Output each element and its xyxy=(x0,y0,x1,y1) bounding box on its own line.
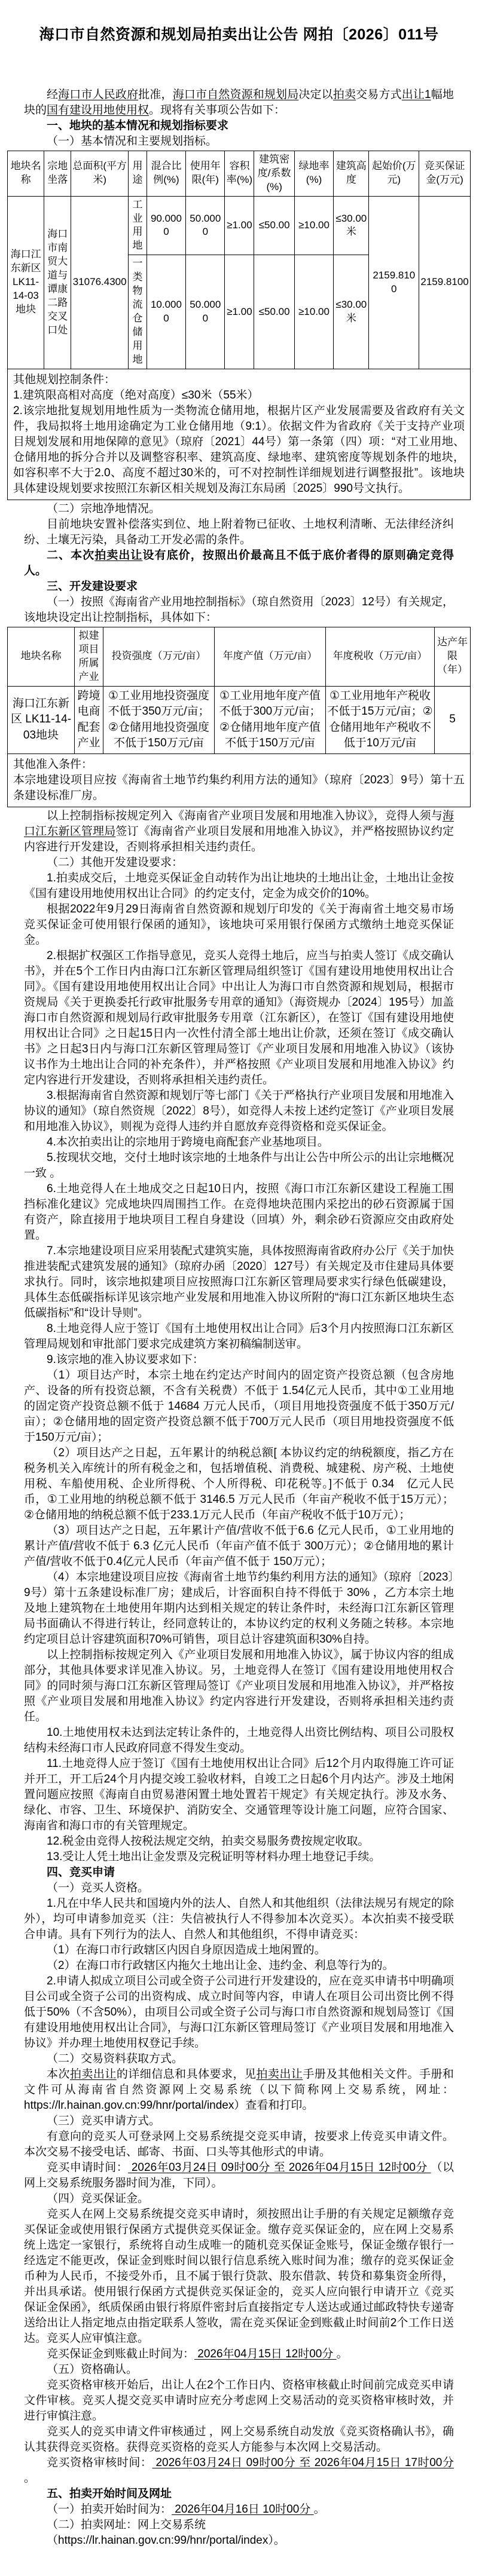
paragraph: 10.土地使用权未达到法定转让条件的，土地竞得人出资比例结构、项目公司股权结构未经海口市人民政府同意不得发生变动。 xyxy=(24,1726,454,1754)
use-cell: 工业用地 xyxy=(129,196,147,255)
paragraph: 竞买人的竞买申请文件审核通过 ，网上交易系统自动发放《竞买资格确认书》，确认其获得竞买资格。获得竞买资格的竞买人方能参与本次网上交易活动。 xyxy=(24,2425,454,2454)
col-header-deposit: 竞买保证金(万元) xyxy=(419,151,471,196)
paragraph: 5.按现状交地，交付土地时该宗地的土地条件与出让公告中所公示的出让宗地概况一致 。 xyxy=(24,1151,454,1180)
mix-ratio-cell: 10.0000 xyxy=(147,255,185,369)
flow-a xyxy=(24,87,454,149)
bid-application-time: 竞买申请时间： 2026年03月24日 09时00分 至 2026年04月15日 12时00分 （以网上交易系统服务器时间为准，下同）。 xyxy=(24,2161,454,2189)
section-1-2-subheading: （二）宗地净地情况。 xyxy=(47,502,161,515)
col-header-height: 建筑高度 xyxy=(334,151,369,196)
section-1-1-subheading: （一）基本情况和主要规划指标。 xyxy=(47,134,218,148)
col-header-use: 用途 xyxy=(129,151,147,196)
plot-info-table xyxy=(7,151,471,500)
section-4-1-subheading: （一）竞买人资格。 xyxy=(47,1881,150,1894)
plot-name-cell: 海口江东新区LK11-14-03地块 xyxy=(8,196,44,369)
table-row xyxy=(8,196,471,255)
table-header-row xyxy=(8,627,471,686)
section-4-5-subheading: （五）资格确认。 xyxy=(47,2363,138,2376)
output-cell: ①工业用地年度产值不低于300万元/亩；②仓储用地年度产值不低于150万元/亩 xyxy=(215,686,326,753)
col-header-mix-ratio: 混合比例(%) xyxy=(147,151,185,196)
section-4-4-subheading: （四）竞买保证金。 xyxy=(47,2192,150,2205)
paragraph: 11.土地竞得人应于签订《国有土地使用权出让合同》后12个月内取得施工许可证并开工，开工后24个月内提交竣工验收材料，自竣工之日起6个月内达产。涉及土地闲置问题应按照《海南自由贸易港闲置土地处置若干规定》有关规定执行。涉及水务、绿化、市容、卫生、环境保护、消防安全、交通管理等设计施工问题，应符合国家、海南省和海口市的有关管理规定。 xyxy=(24,1757,454,1832)
section-2-heading: 二、本次拍卖出让设有底价，按照出价最高且不低于底价者得的原则确定竞得人。 xyxy=(24,549,454,577)
other-entry-conditions xyxy=(8,753,471,807)
other-planning-conditions-title: 其他规划控制条件： xyxy=(13,373,116,386)
paragraph: 12.税金由竞得人按税法规定交纳，拍卖交易服务费按规定收取。 xyxy=(47,1834,370,1848)
paragraph: （3）项目达产之日起，五年累计产值/营收不低于6.6 亿元人民币，①工业用地的累计产值/营收不低于 6.3 亿元人民币（年亩产值不低于 300万元）；②仓储用地的累计产值/营收不低于0.4亿元人民币（年亩产值不低于 150万元）； xyxy=(24,1524,454,1568)
paragraph: 9.该宗地的准入协议要求如下： xyxy=(47,1353,204,1366)
industry-cell: 跨境电商配套产业 xyxy=(75,686,103,753)
section-4-3-subheading: （三）竞买申请方式。 xyxy=(47,2114,161,2127)
paragraph: 2.申请人拟成立项目公司或全资子公司进行开发建设的，应在竞买申请书中明确项目公司或全资子公司的出资构成、成立时间等内容，申请人在项目公司出资比例不得低于50%（不含50%），由项目公司或全资子公司与海口市自然资源和规划局签订《国有建设用地使用权出让合同》，与海口江东新区管理局签订《产业项目发展和用地准入协议》并办理土地使用权登记手续。 xyxy=(24,1974,454,2050)
paragraph: 竞买人在网上交易系统提交竞买申请时，须按照出让手册的有关规定足额缴存竞买保证金或使用银行保函方式提供竞买保证金。缴存竞买保证金的，应在网上交易系统上选定一家银行，系统将自动生成唯一的随机竞买保证金账号，保证金缴存银行一经选定不能更改，保证金到账时间以银行信息系统入账时间为准；缴存的竞买保证金币种为人民币，不接受外币，且不属于银行贷款、股东借款、转贷和募集资金所得，并出具承诺。使用银行保函方式提供竞买保证金的，竞买人应向银行申请开立《竞买保证金保函》，纸质保函由银行将原件密封后直接指定专人送达或通过邮政特快专递寄送给出让人指定地点由指定联系人签收，需在竞买保证金到账截止时间前2个工作日送达。竞买人应审慎注意。 xyxy=(24,2207,454,2345)
plot-area-cell: 31076.4300 xyxy=(71,196,129,369)
years-cell: 5 xyxy=(435,686,471,753)
paragraph: （1）在海口市行政辖区内因自身原因造成土地闲置的。 xyxy=(47,1943,326,1956)
density-cell: ≤50.00 xyxy=(254,255,294,369)
height-cell: ≤30.00米 xyxy=(334,255,369,369)
page-title: 海口市自然资源和规划局拍卖出让公告 网拍〔2026〕011号 xyxy=(39,26,439,43)
section-3-2-subheading: （二）其他开发建设要求： xyxy=(47,856,184,869)
investment-cell: ①工业用地投资强度不低于350万元/亩；②仓储用地投资强度不低于150万元/亩 xyxy=(103,686,215,753)
section-3-1-subheading: （一）按照《海南省产业用地控制指标》（琼自然资用〔2023〕12号）有关规定，该地块设定出让控制指标，具体如下： xyxy=(24,595,454,624)
green-rate-cell: ≥10.00 xyxy=(294,196,333,255)
paragraph: 4.本次拍卖出让的宗地用于跨境电商配套产业基地项目。 xyxy=(47,1135,329,1148)
paragraph: 目前地块安置补偿落实到位、地上附着物已征收、土地权利清晰、无法律经济纠纷、土壤无污染，具备动工开发必需的条件。 xyxy=(24,517,454,546)
use-cell: 一类物流仓储用地 xyxy=(129,255,147,369)
green-rate-cell: ≥10.00 xyxy=(294,255,333,369)
col-header-plot-name: 地块名称 xyxy=(8,151,44,196)
col-header-years: 达产年限（年） xyxy=(435,627,471,686)
paragraph: 本次拍卖出让的详细信息和具体要求，见拍卖出让手册及其他相关文件。手册和文件可从海南省自然资源网上交易系统（以下简称网上交易系统，网址：https://lr.hainan.gov.cn:99/hnr/portal/index）查看和打印。 xyxy=(24,2067,454,2112)
auction-start-time: （一）拍卖开始时间为： 2026年04月16日 10时00分 。 xyxy=(47,2503,325,2516)
term-cell: 50.0000 xyxy=(186,255,225,369)
height-cell: ≤30.00米 xyxy=(334,196,369,255)
section-1-heading: 一、地块的基本情况和规划指标要求 xyxy=(47,119,229,132)
paragraph: 8.土地竞得人应于签订《国有土地使用权出让合同》后3个月内按照海口江东新区管理局规划和审批部门要求完成建筑方案初稿编制送审。 xyxy=(24,1322,454,1350)
qualification-review-time: 竞买资格审核时间： 2026年03月24日 09时00分 至 2026年04月15日 17时00分 。 xyxy=(24,2456,454,2485)
col-header-total-area: 总面积(平方米) xyxy=(71,151,129,196)
paragraph: 竞买资格审核开始后，出让人在2个工作日内、资格审核截止时间前完成竞买申请文件审核。竞买人提交竞买申请时应充分考虑网上交易活动的竞买资格审核时效，并进行审慎注意。 xyxy=(24,2378,454,2422)
paragraph: 根据2022年9月29日海南省自然资源和规划厅印发的《关于海南省土地交易市场竞买保证金可使用银行保函的通知》，该地块可采用银行保函方式缴纳土地竞买保证金。 xyxy=(24,902,454,947)
flow-c xyxy=(24,808,454,2549)
other-planning-conditions xyxy=(8,369,471,500)
paragraph: （2）在海口市行政辖区内拖欠土地出让金、违约金、利息等行为的。 xyxy=(47,1959,394,1972)
mix-ratio-cell: 90.0000 xyxy=(147,196,185,255)
paragraph: （2）项目达产之日起，五年累计的纳税总额[ 本协议约定的纳税额度，指乙方在税务机关入库统计的所有税金之和，包括增值税、消费税、城建税、房产税、土地使用税、车船使用税、企业所得税、个人所得税、印花税等。]不低于 0.34 亿元人民币，①工业用地的纳税总额不低于 3146.5 万元人民币（年亩产税收不低于15万元）；②仓储用地的纳税总额不低于233.1万元人民币（年亩产税收不低于10万元）； xyxy=(24,1446,454,1521)
table-notes-row xyxy=(8,753,471,807)
paragraph: 2.根据扩权强区工作指导意见，竞买人竞得土地后，应当与拍卖人签订《成交确认书》，并在5个工作日内由海口江东新区管理局组织签订《国有建设用地使用权出让合同》。《国有建设用地使用权出让合同》中出让人为海口市自然资源和规划局，根据市资规局《关于更换委托行政审批服务专用章的通知》（海资规办〔2024〕195号）加盖海口市自然资源和规划局行政审批服务专用章（江东新区），在签订《国有建设用地使用权出让合同》之日起15日内一次性付清全部土地出让价款，还须在签订《成交确认书》之日起3日内与海口江东新区管理局签订《产业项目发展和用地准入协议》（该协议书作为土地出让合同的补充条件），并严格按照《产业项目发展和用地准入协议》约定内容进行开发建设，否则将承担相关违约责任。 xyxy=(24,949,454,1086)
far-cell: ≥1.00 xyxy=(225,196,254,255)
col-header-location: 宗地坐落 xyxy=(44,151,71,196)
col-header-investment: 投资强度（万元/亩） xyxy=(103,627,215,686)
plot-location-cell: 海口市南贸大道与谭康二路交叉口处 xyxy=(44,196,71,369)
table-header-row xyxy=(8,151,471,196)
paragraph: （1）项目达产时，本宗土地在约定达产时间内的固定资产投资总额（包含房地产、设备的所有投资总额，不含有关税费）不低于 1.54亿元人民币，其中①工业用地的固定资产投资总额不低于 14684 万元人民币，（项目用地投资强度不低于350万元/亩）；②仓储用地的固定资产投资总额不低于700万元人民币（项目用地投资强度不低于150万元/亩）； xyxy=(24,1368,454,1444)
section-4-2-subheading: （二）交易资料获取方式。 xyxy=(47,2052,184,2065)
flow-b xyxy=(24,501,454,626)
col-header-far: 容积率(%) xyxy=(225,151,254,196)
section-4-heading: 四、竞买申请 xyxy=(47,1866,115,1879)
paragraph: 13.受让人凭土地出让金发票及完税证明等材料办理土地登记手续。 xyxy=(47,1850,381,1863)
other-entry-condition-1: 本宗地建设项目应按《海南省土地节约集约利用方法的通知》（琼府〔2023〕9号）第十五条建设标准厂房。 xyxy=(13,773,465,802)
plot-name-cell: 海口江东新区 LK11-14-03地块 xyxy=(8,686,75,753)
far-cell: ≥1.00 xyxy=(225,255,254,369)
deposit-cell: 2159.8100 xyxy=(419,196,471,369)
paragraph: 以上控制指标按规定列入《产业项目发展和用地准入协议》，属于协议内容的组成部分，其他具体要求详见准入协议。另，土地竞得人在签订《国有建设用地使用权合同》的同时须与海口江东新区管理局签订《产业项目发展和用地准入协议》，并严格按照《产业项目发展和用地准入协议》约定内容进行开发建设，否则将承担相关违约责任。 xyxy=(24,1648,454,1723)
col-header-term: 使用年限(年) xyxy=(186,151,225,196)
auction-url-label: （二）拍卖网址：网上交易系统 xyxy=(47,2518,206,2531)
auction-url: （https://lr.hainan.gov.cn:99/hnr/portal/index）。 xyxy=(47,2534,285,2547)
intro-paragraph: 经海口市人民政府批准，海口市自然资源和规划局决定以拍卖交易方式出让1幅地块的国有建设用地使用权。现将有关事项公告如下： xyxy=(24,88,454,117)
section-5-heading: 五、拍卖开始时间及网址 xyxy=(47,2487,172,2500)
paragraph: 6.土地竞得人在土地成交之日起10日内，按照《海口市江东新区建设工程施工围挡标准化建议》完成地块四周围挡工作。在竞得地块范围内采挖出的砂石资源属于国有资产，除直接用于地块项目工程自身建设（回填）外，剩余砂石资源应交由政府处置。 xyxy=(24,1182,454,1242)
start-price-cell: 2159.8100 xyxy=(369,196,419,369)
paragraph: 7.本宗地建设项目应采用装配式建筑实施，具体按照海南省政府办公厅《关于加快推进装配式建筑发展的通知》（琼府办函〔2020〕127号）有关规定及市住建局具体要求执行。同时，该宗地拟建项目应按照海口江东新区管理局要求实行绿色低碳建设，具体生态低碳指标详见该宗地产业发展和用地准入协议所附的“海口江东新区地块生态低碳指标”和“设计导则”。 xyxy=(24,1244,454,1319)
control-index-table-wrap xyxy=(7,627,471,807)
tax-cell: ①工业用地年产税收不低于15万元/亩；②仓储用地年产税收不低于10万元/亩 xyxy=(326,686,435,753)
col-header-start-price: 起始价(万元) xyxy=(369,151,419,196)
col-header-plot-name: 地块名称 xyxy=(8,627,75,686)
term-cell: 50.0000 xyxy=(186,196,225,255)
col-header-green-rate: 绿地率(%) xyxy=(294,151,333,196)
paragraph: 3.根据海南省自然资源和规划厅等七部门《关于严格执行产业项目发展和用地准入协议的通知》（琼自然资规〔2022〕8号），如竞得人未按上述约定签订《产业项目发展和用地准入协议》，则视为竞得人违约并自愿放弃竞得资格和竞买保证金。 xyxy=(24,1089,454,1133)
plot-info-table-wrap xyxy=(7,151,471,500)
paragraph: 1.拍卖成交后，土地竞买保证金自动转作为出让地块的土地出让金，土地出让金按《国有建设用地使用权出让合同》的约定支付，定金为成交价的10%。 xyxy=(24,871,454,900)
col-header-tax: 年度税收（万元/亩） xyxy=(326,627,435,686)
density-cell: ≤50.00 xyxy=(254,196,294,255)
deposit-deadline: 竞买保证金到账截止时间为： 2026年04月15日 12时00分 。 xyxy=(47,2347,348,2360)
section-3-heading: 三、开发建设要求 xyxy=(47,580,138,593)
paragraph: （4）本宗地建设项目应按《海南省土地节约集约利用方法的通知》（琼府〔2023〕9号）第十五条建设标准厂房；建成后，计容面积自持不得低于 30% ，乙方本宗土地及地上建筑物在土地使用年期内达到相关规定的转让条件时，未经海口江东新区管理局书面确认不得进行转让，经同意转让的，本协议约定的权利义务随之转移。本宗地约定项目总计容建筑面积70%可销售，项目总计容建筑面积30%自持。 xyxy=(24,1570,454,1646)
other-planning-condition-2: 2.该宗地批复规划用地性质为一类物流仓储用地，根据片区产业发展需要及省政府有关文件，我局拟将土地用途确定为工业仓储用地（9:1）。依据文件为省政府《关于支持产业项目规划发展和用地保障的意见》（琼府〔2021〕44号）第一条第（四）项：“对工业用地、仓储用地的拆分合并以及调整容积率、建筑高度、绿地率、建筑密度等规划条件的地块，如容积率不大于2.0、高度不超过30米的，可不对控制性详细规划进行调整报批”。该地块具体建设规划要求按照江东新区相关规划及海江东局函〔2025〕990号文执行。 xyxy=(13,404,465,495)
table-row xyxy=(8,686,471,753)
paragraph: 以上控制指标按规定列入《海南省产业项目发展和用地准入协议》，竞得人须与海口江东新区管理局签订《海南省产业项目发展和用地准入协议》，并严格按照协议约定内容进行开发建设，否则将承担相关违约责任。 xyxy=(24,809,454,853)
other-entry-conditions-title: 其他准入条件： xyxy=(13,758,93,771)
col-header-density: 建筑密度/系数(%) xyxy=(254,151,294,196)
paragraph: 有意向的竞买人可登录网上交易系统提交竞买申请，按要求上传竞买申请文件。本次交易不接受电话、邮寄、书面、口头等其他形式的申请。 xyxy=(24,2130,454,2158)
table-notes-row xyxy=(8,369,471,500)
control-index-table xyxy=(7,627,471,807)
paragraph: 1.凡在中华人民共和国境内外的法人、自然人和其他组织（法律法规另有规定的除外），均可申请参加竞买（注：失信被执行人不得参加本次竞买）。本次拍卖不接受联合申请。具有下列行为的法人、自然人和其他组织，不得申请竞买： xyxy=(24,1897,454,1941)
other-planning-condition-1: 1.建筑限高相对高度（绝对高度）≤30米（55米） xyxy=(13,388,259,402)
col-header-industry: 拟建项目所属产业 xyxy=(75,627,103,686)
col-header-output: 年度产值（万元/亩） xyxy=(215,627,326,686)
